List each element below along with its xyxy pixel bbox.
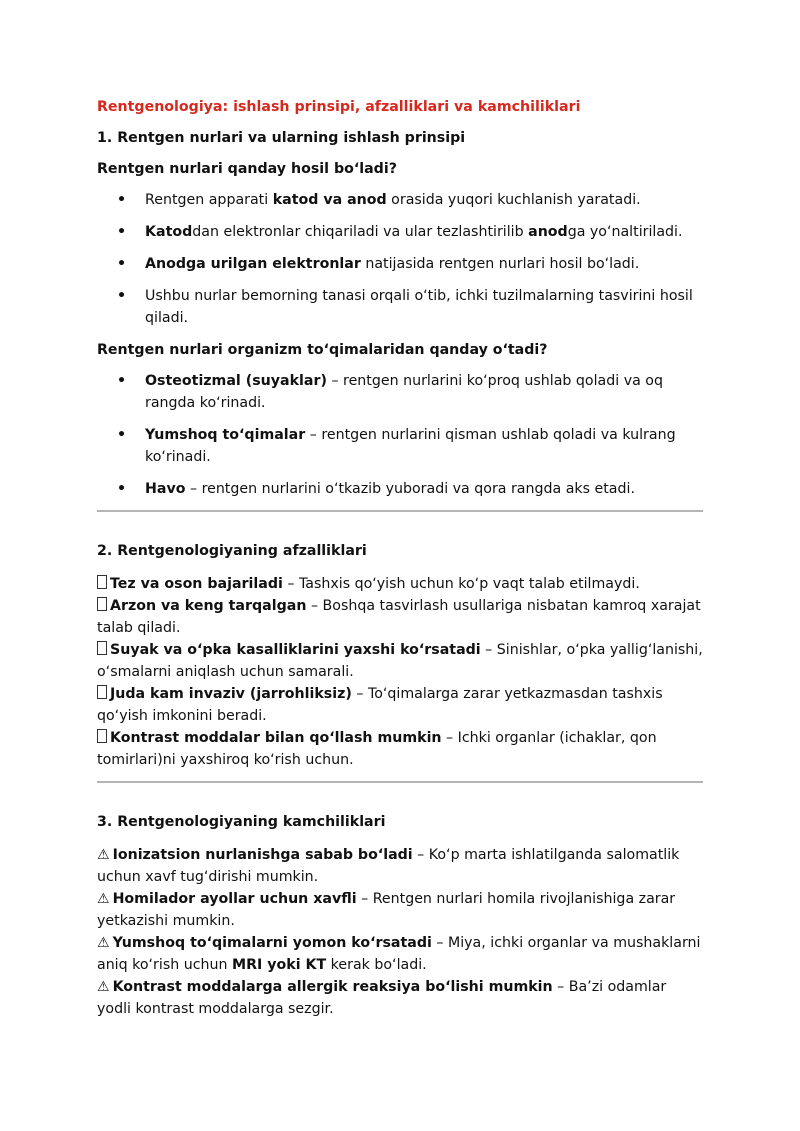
list-item: • Katoddan elektronlar chiqariladi va ular tezlashtirilib anodga yo‘naltiriladi.: [97, 221, 703, 243]
missing-glyph-icon: [97, 597, 107, 611]
list-item: Arzon va keng tarqalgan – Boshqa tasvirlash usullariga nisbatan kamroq xarajat talab qiladi.: [97, 598, 701, 636]
list-item: ⚠ Kontrast moddalarga allergik reaksiya bo‘lishi mumkin – Ba’zi odamlar yodli kontrast moddalarga sezgir.: [97, 979, 667, 1017]
section1-question1: Rentgen nurlari qanday hosil bo‘ladi?: [97, 161, 397, 177]
list-item: • Ushbu nurlar bemorning tanasi orqali o‘tib, ichki tuzilmalarning tasvirini hosil qiladi.: [97, 285, 703, 329]
list-item: • Rentgen apparati katod va anod orasida yuqori kuchlanish yaratadi.: [97, 189, 703, 211]
list-item: Juda kam invaziv (jarrohliksiz) – To‘qimalarga zarar yetkazmasdan tashxis qo‘yish imkonini beradi.: [97, 686, 663, 724]
missing-glyph-icon: [97, 575, 107, 589]
section3-heading: 3. Rentgenologiyaning kamchiliklari: [97, 814, 386, 830]
document-title: Rentgenologiya: ishlash prinsipi, afzalliklari va kamchiliklari: [97, 99, 581, 115]
list-item: • Anodga urilgan elektronlar natijasida rentgen nurlari hosil bo‘ladi.: [97, 253, 703, 275]
section-divider: [97, 510, 703, 512]
list-item: ⚠ Ionizatsion nurlanishga sabab bo‘ladi – Ko‘p marta ishlatilganda salomatlik uchun xavf tug‘dirishi mumkin.: [97, 847, 680, 885]
list-item: Tez va oson bajariladi – Tashxis qo‘yish uchun ko‘p vaqt talab etilmaydi.: [97, 573, 703, 595]
list-item: ⚠ Homilador ayollar uchun xavfli – Rentgen nurlari homila rivojlanishiga zarar yetkazishi mumkin.: [97, 891, 676, 929]
list-item: Suyak va o‘pka kasalliklarini yaxshi ko‘rsatadi – Sinishlar, o‘pka yallig‘lanishi, o‘smalarni aniqlash uchun samarali.: [97, 642, 703, 680]
list-item: ⚠ Yumshoq to‘qimalarni yomon ko‘rsatadi – Miya, ichki organlar va mushaklarni aniq ko‘rish uchun MRI yoki KT kerak bo‘ladi.: [97, 935, 701, 973]
list-item: • Yumshoq to‘qimalar – rentgen nurlarini qisman ushlab qoladi va kulrang ko‘rinadi.: [97, 424, 703, 468]
warning-icon: ⚠: [97, 847, 110, 863]
list-item: • Osteotizmal (suyaklar) – rentgen nurlarini ko‘proq ushlab qoladi va oq rangda ko‘rinadi.: [97, 370, 703, 414]
section2-heading: 2. Rentgenologiyaning afzalliklari: [97, 543, 367, 559]
missing-glyph-icon: [97, 641, 107, 655]
document-page: [97, 96, 703, 1020]
question2-list: [97, 370, 703, 500]
list-item: • Havo – rentgen nurlarini o‘tkazib yuboradi va qora rangda aks etadi.: [97, 478, 703, 500]
list-item: Kontrast moddalar bilan qo‘llash mumkin – Ichki organlar (ichaklar, qon tomirlari)ni yaxshiroq ko‘rish uchun.: [97, 730, 657, 768]
advantages-list: [97, 573, 703, 771]
question1-list: [97, 189, 703, 329]
section1-heading: 1. Rentgen nurlari va ularning ishlash prinsipi: [97, 130, 466, 146]
missing-glyph-icon: [97, 685, 107, 699]
section-divider: [97, 781, 703, 783]
warning-icon: ⚠: [97, 935, 110, 951]
warning-icon: ⚠: [97, 891, 110, 907]
section1-question2: Rentgen nurlari organizm to‘qimalaridan qanday o‘tadi?: [97, 342, 548, 358]
disadvantages-list: [97, 844, 703, 1020]
missing-glyph-icon: [97, 729, 107, 743]
warning-icon: ⚠: [97, 979, 110, 995]
